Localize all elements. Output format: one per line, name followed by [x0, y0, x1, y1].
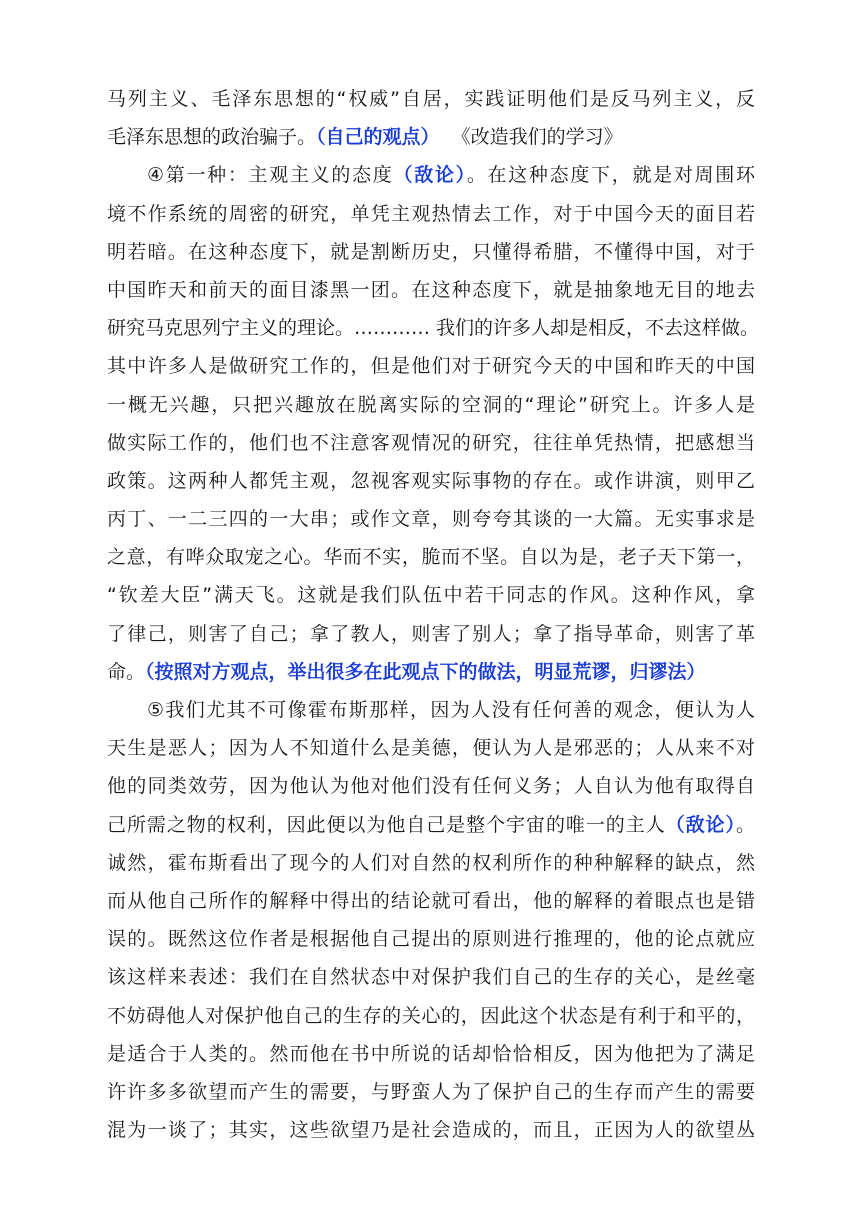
text-line: 了律己，则害了自己；拿了教人，则害了别人；拿了指导革命，则害了革	[107, 622, 755, 645]
text-line: 是适合于人类的。然而他在书中所说的话却恰恰相反，因为他把为了满足	[107, 1042, 755, 1065]
text-line: “钦差大臣”满天飞。这就是我们队伍中若干同志的作风。这种作风，拿	[107, 584, 755, 607]
annotation: （自己的观点）	[316, 126, 440, 149]
text-line: 误的。既然这位作者是根据他自己提出的原则进行推理的，他的论点就应	[107, 928, 755, 951]
text-line: 己所需之物的权利，因此便以为他自己是整个宇宙的唯一的主人（敌论）。	[107, 813, 755, 836]
annotation: （敌论）	[393, 164, 467, 187]
text-line: 许许多多欲望而产生的需要，与野蛮人为了保护自己的生存而产生的需要	[107, 1080, 755, 1103]
text-line: ④第一种：主观主义的态度（敌论）。在这种态度下，就是对周围环	[147, 164, 755, 187]
text-line: 他的同类效劳，因为他认为他对他们没有任何义务；人自认为他有取得自	[107, 775, 755, 798]
text-line: 其中许多人是做研究工作的，但是他们对于研究今天的中国和昨天的中国	[107, 355, 755, 378]
text-line: 毛泽东思想的政治骗子。（自己的观点） 《改造我们的学习》	[107, 126, 623, 149]
text-line: 政策。这两种人都凭主观，忽视客观实际事物的存在。或作讲演，则甲乙	[107, 469, 755, 492]
text-line: 研究马克思列宁主义的理论。………… 我们的许多人却是相反，不去这样做。	[107, 317, 760, 340]
source-title: 《改造我们的学习》	[451, 126, 623, 149]
document-body	[107, 80, 760, 1149]
text-line: 丙丁、一二三四的一大串；或作文章，则夸夸其谈的一大篇。无实事求是	[107, 508, 755, 531]
text-line: 之意，有哗众取宠之心。华而不实，脆而不坚。自以为是，老子天下第一，	[107, 546, 755, 569]
text-line: 不妨碍他人对保护他自己的生存的关心的，因此这个状态是有利于和平的，	[107, 1004, 755, 1027]
text-line: 中国昨天和前天的面目漆黑一团。在这种态度下，就是抽象地无目的地去	[107, 278, 755, 301]
text-line: 命。（按照对方观点，举出很多在此观点下的做法，明显荒谬，归谬法）	[107, 660, 706, 683]
annotation: （按照对方观点，举出很多在此观点下的做法，明显荒谬，归谬法）	[145, 660, 706, 683]
annotation: （敌论）	[665, 813, 736, 836]
text-line: 诚然，霍布斯看出了现今的人们对自然的权利所作的种种解释的缺点，然	[107, 851, 755, 874]
text-line: 马列主义、毛泽东思想的“权威”自居，实践证明他们是反马列主义，反	[107, 88, 755, 110]
text-line: 混为一谈了；其实，这些欲望乃是社会造成的，而且，正因为人的欲望丛	[107, 1119, 755, 1142]
text-line: 而从他自己所作的解释中得出的结论就可看出，他的解释的着眼点也是错	[107, 889, 755, 912]
text-line: 做实际工作的，他们也不注意客观情况的研究，往往单凭热情，把感想当	[107, 431, 755, 454]
text-line: 一概无兴趣，只把兴趣放在脱离实际的空洞的“理论”研究上。许多人是	[107, 393, 755, 416]
text-line: 该这样来表述：我们在自然状态中对保护我们自己的生存的关心，是丝毫	[107, 966, 755, 989]
text-line: 境不作系统的周密的研究，单凭主观热情去工作，对于中国今天的面目若	[107, 202, 755, 225]
text-line: ⑤我们尤其不可像霍布斯那样，因为人没有任何善的观念，便认为人	[147, 699, 755, 721]
text-line: 天生是恶人；因为人不知道什么是美德，便认为人是邪恶的；人从来不对	[107, 737, 755, 760]
text-line: 明若暗。在这种态度下，就是割断历史，只懂得希腊，不懂得中国，对于	[107, 240, 755, 263]
